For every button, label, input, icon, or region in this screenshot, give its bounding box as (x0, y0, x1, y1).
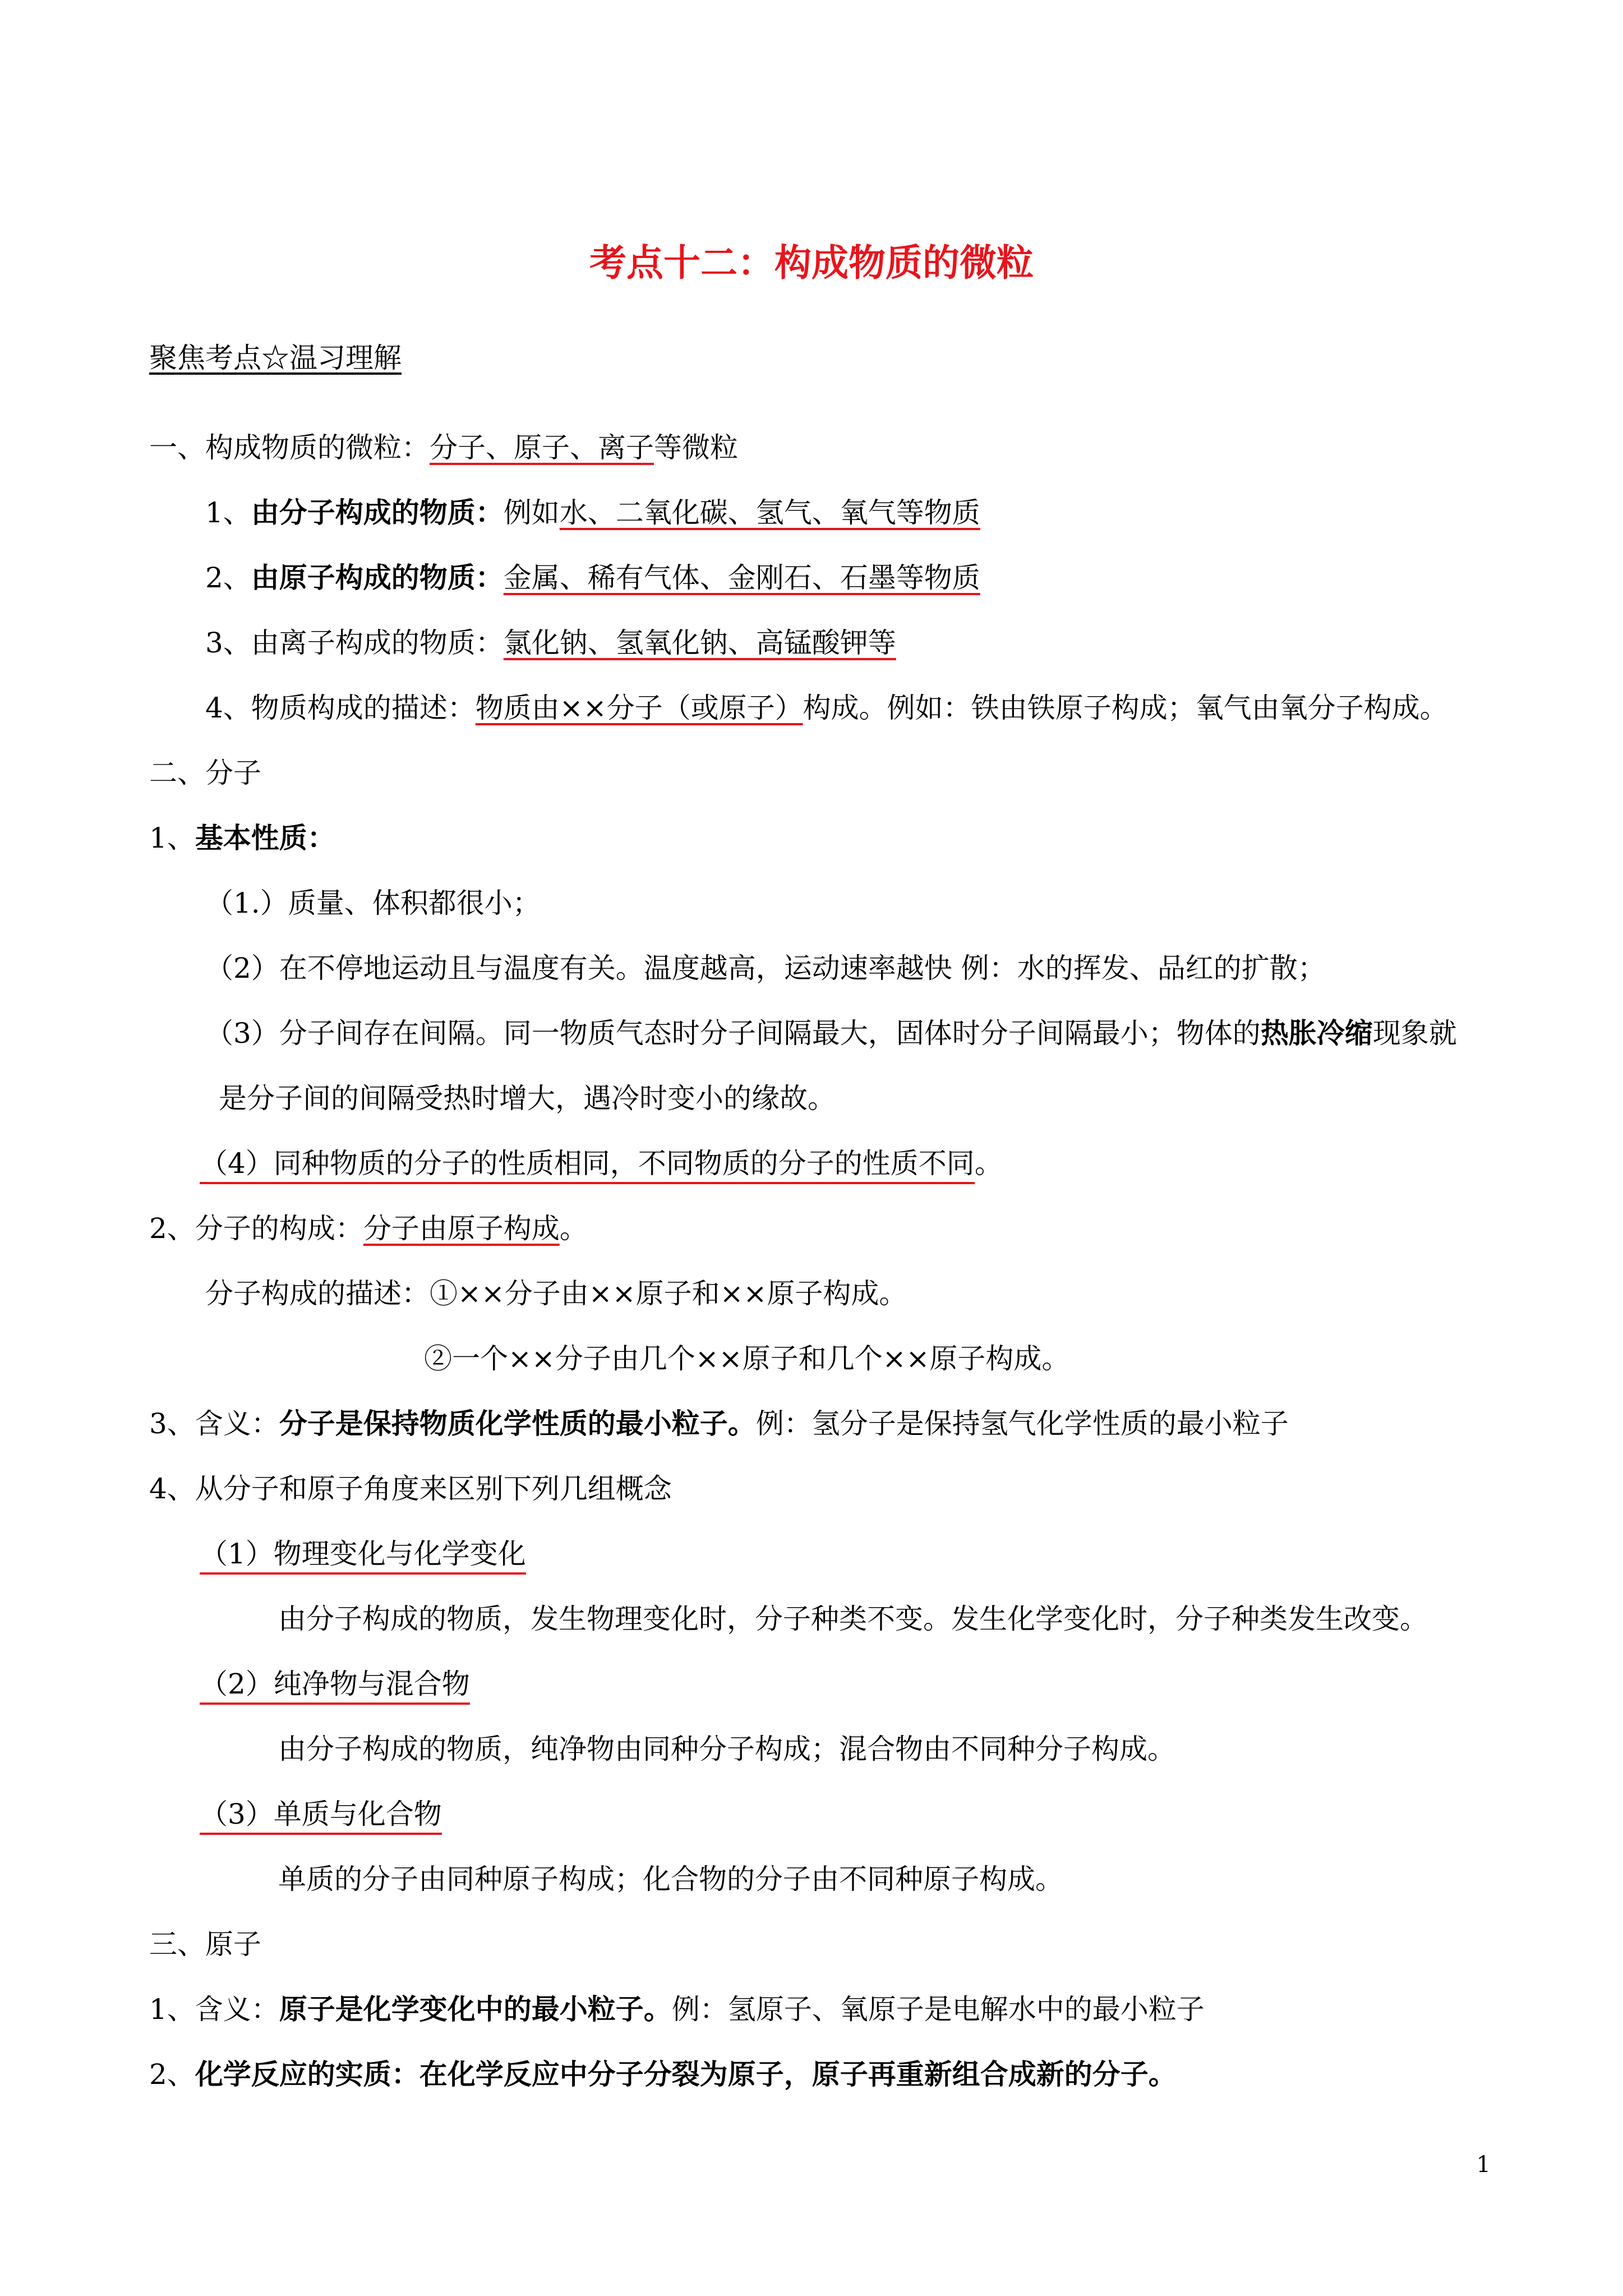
s1-item-2-num: 2、 (205, 562, 251, 594)
s1-item-1-bold: 由分子构成的物质： (251, 496, 504, 529)
s2-p1-c-cont: 是分子间的间隔受热时增大，遇冷时变小的缘故。 (219, 1082, 836, 1115)
s2-p1-c-pre: （3）分子间存在间隔。同一物质气态时分子间隔最大，固体时分子间隔最小；物体的 (205, 1017, 1261, 1050)
s2-p1-c-post: 现象就 (1372, 1017, 1457, 1050)
s1-heading-underlined: 分子、原子、离子 (430, 431, 654, 464)
s3-p1 (149, 1993, 1205, 2026)
s2-p1-num: 1、 (149, 822, 195, 854)
s2-p2-pre: 2、分子的构成： (149, 1212, 363, 1245)
s2-p4: 4、从分子和原子角度来区别下列几组概念 (149, 1473, 672, 1505)
s1-item-4-pre: 4、物质构成的描述： (205, 692, 476, 724)
s3-p2-bold: 化学反应的实质：在化学反应中分子分裂为原子，原子再重新组合成新的分子。 (195, 2058, 1177, 2091)
s1-item-3-pre: 3、由离子构成的物质： (205, 627, 504, 659)
s1-heading-label: 一、构成物质的微粒： (149, 431, 430, 464)
s3-heading: 三、原子 (149, 1928, 261, 1961)
s1-item-1 (205, 496, 980, 530)
s2-p1-d-end: 。 (974, 1147, 1003, 1180)
s2-p4-c (200, 1797, 442, 1831)
s1-item-1-pre: 例如 (503, 496, 560, 529)
s1-item-4-underlined: 物质由××分子（或原子） (475, 692, 803, 724)
s2-p1-c (205, 1016, 1457, 1050)
s2-p4-a-underlined: （1）物理变化与化学变化 (200, 1538, 526, 1575)
s2-p2-desc-2: ②一个××分子由几个××原子和几个××原子构成。 (424, 1342, 1070, 1375)
s2-p1-d-underlined: （4）同种物质的分子的性质相同，不同物质的分子的性质不同 (200, 1147, 975, 1184)
s2-p3-post: 例：氢分子是保持氢气化学性质的最小粒子 (755, 1407, 1289, 1440)
s2-p1-bold: 基本性质： (195, 821, 335, 854)
s3-p2 (149, 2058, 1177, 2091)
s2-p4-a (200, 1537, 526, 1571)
s1-item-2 (205, 561, 980, 595)
page-number: 1 (1476, 2152, 1491, 2178)
s2-p2-end: 。 (559, 1212, 588, 1245)
s1-item-1-underlined: 水、二氧化碳、氢气、氧气等物质 (559, 496, 980, 529)
s2-p3 (149, 1407, 1289, 1441)
s2-p4-b-underlined: （2）纯净物与混合物 (200, 1668, 470, 1705)
s2-p2-desc-1: 分子构成的描述：①××分子由××原子和××原子构成。 (205, 1277, 907, 1310)
s2-p3-bold: 分子是保持物质化学性质的最小粒子。 (279, 1407, 756, 1440)
s2-p2 (149, 1212, 588, 1245)
s2-p1-c-bold: 热胀冷缩 (1260, 1016, 1373, 1050)
s1-item-3 (205, 626, 896, 660)
s2-p1 (149, 821, 335, 855)
s1-heading (149, 431, 738, 464)
s1-heading-end: 等微粒 (654, 431, 738, 464)
s1-item-3-underlined: 氯化钠、氢氧化钠、高锰酸钾等 (503, 627, 896, 659)
s2-p4-c-text: 单质的分子由同种原子构成；化合物的分子由不同种原子构成。 (278, 1863, 1063, 1895)
s3-p1-bold: 原子是化学变化中的最小粒子。 (279, 1993, 672, 2026)
page-title: 考点十二：构成物质的微粒 (589, 241, 1034, 284)
section-header (149, 341, 402, 375)
s2-p2-underlined: 分子由原子构成 (363, 1212, 560, 1245)
s1-item-4 (205, 691, 1448, 725)
s1-item-1-num: 1、 (205, 496, 251, 529)
s3-p2-num: 2、 (149, 2058, 195, 2091)
s2-p4-c-underlined: （3）单质与化合物 (200, 1798, 442, 1835)
s2-p1-d (200, 1147, 1003, 1180)
s1-item-2-underlined: 金属、稀有气体、金刚石、石墨等物质 (503, 562, 980, 594)
s3-p1-pre: 1、含义： (149, 1993, 279, 2026)
s2-heading: 二、分子 (149, 757, 261, 789)
s3-p1-post: 例：氢原子、氧原子是电解水中的最小粒子 (671, 1993, 1205, 2026)
section-header-text: 聚焦考点☆温习理解 (149, 342, 402, 374)
s2-p1-a: （1.）质量、体积都很小； (205, 887, 541, 919)
s1-item-2-bold: 由原子构成的物质： (251, 561, 504, 594)
s2-p4-b-text: 由分子构成的物质，纯净物由同种分子构成；混合物由不同种分子构成。 (278, 1733, 1175, 1765)
s2-p1-b: （2）在不停地运动且与温度有关。温度越高，运动速率越快 例：水的挥发、品红的扩散； (205, 952, 1326, 984)
s2-p3-pre: 3、含义： (149, 1407, 279, 1440)
s2-p4-b (200, 1667, 470, 1701)
s1-item-4-post: 构成。例如：铁由铁原子构成；氧气由氧分子构成。 (803, 692, 1448, 724)
s2-p4-a-text: 由分子构成的物质，发生物理变化时，分子种类不变。发生化学变化时，分子种类发生改变。 (278, 1603, 1428, 1635)
